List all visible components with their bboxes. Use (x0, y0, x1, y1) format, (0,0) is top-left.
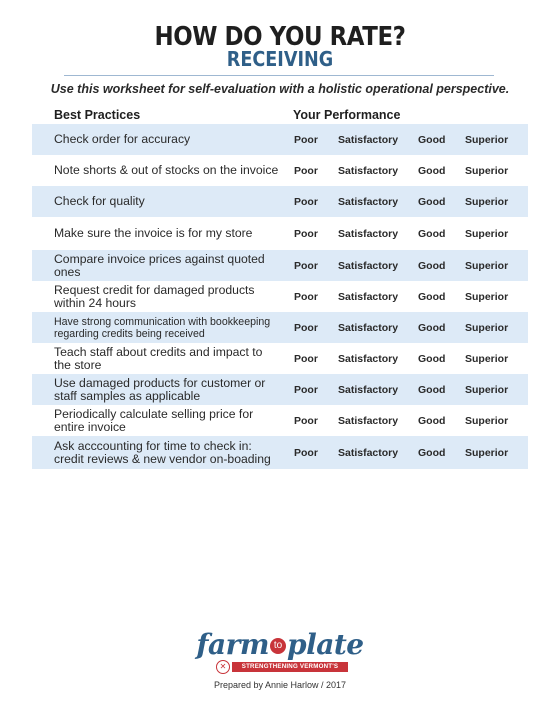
rating-poor[interactable]: Poor (294, 290, 318, 303)
intro-text: Use this worksheet for self-evaluation with a holistic operational perspective. (50, 82, 510, 96)
rating-good[interactable]: Good (418, 133, 446, 146)
practice-label: Make sure the invoice is for my store (54, 226, 253, 240)
practice-label: Ask acccounting for time to check in: credit reviews & new vendor on-boading (54, 438, 271, 466)
practice-label: Check for quality (54, 194, 145, 208)
practice-label: Note shorts & out of stocks on the invoice (54, 163, 279, 177)
table-row (32, 250, 528, 281)
practice-label: Have strong communication with bookkeeping regarding credits being received (54, 315, 271, 340)
rating-satisfactory[interactable]: Satisfactory (338, 383, 399, 396)
practice-label: Compare invoice prices against quoted ones (54, 251, 265, 279)
table-row (32, 374, 528, 405)
rating-good[interactable]: Good (418, 321, 446, 334)
rating-poor[interactable]: Poor (294, 227, 318, 240)
page-title: HOW DO YOU RATE? (154, 22, 406, 52)
rating-table (32, 124, 528, 469)
rating-satisfactory[interactable]: Satisfactory (338, 290, 399, 303)
rating-satisfactory[interactable]: Satisfactory (338, 164, 399, 177)
rating-superior[interactable]: Superior (465, 133, 509, 146)
table-row (32, 124, 528, 155)
farm-to-plate-logo (0, 628, 560, 661)
rating-poor[interactable]: Poor (294, 164, 318, 177)
prepared-by: Prepared by Annie Harlow / 2017 (213, 680, 347, 690)
rating-poor[interactable]: Poor (294, 259, 318, 272)
table-row (32, 155, 528, 186)
rating-poor[interactable]: Poor (294, 414, 318, 427)
practice-label: Periodically calculate selling price for entire invoice (54, 406, 254, 434)
rating-good[interactable]: Good (418, 259, 446, 272)
rating-superior[interactable]: Superior (465, 321, 509, 334)
rating-poor[interactable]: Poor (294, 195, 318, 208)
rating-satisfactory[interactable]: Satisfactory (338, 195, 399, 208)
rating-satisfactory[interactable]: Satisfactory (338, 227, 399, 240)
rating-superior[interactable]: Superior (465, 290, 509, 303)
rating-poor[interactable]: Poor (294, 133, 318, 146)
rating-good[interactable]: Good (418, 227, 446, 240)
practice-label: Check order for accuracy (54, 132, 191, 146)
rating-poor[interactable]: Poor (294, 352, 318, 365)
table-row (32, 405, 528, 436)
practice-label: Use damaged products for customer or staff samples as applicable (54, 375, 266, 403)
rating-good[interactable]: Good (418, 446, 446, 459)
table-row (32, 436, 528, 469)
rating-satisfactory[interactable]: Satisfactory (338, 414, 399, 427)
rating-good[interactable]: Good (418, 414, 446, 427)
rating-poor[interactable]: Poor (294, 446, 318, 459)
table-row (32, 343, 528, 374)
logo-to: to (270, 638, 286, 654)
rating-satisfactory[interactable]: Satisfactory (338, 352, 399, 365)
rating-satisfactory[interactable]: Satisfactory (338, 321, 399, 334)
table-row (32, 312, 528, 343)
column-header-practices: Best Practices (54, 108, 141, 122)
fork-knife-icon: ✕ (216, 660, 230, 674)
logo-plate: plate (286, 628, 364, 661)
rating-good[interactable]: Good (418, 195, 446, 208)
rating-superior[interactable]: Superior (465, 383, 509, 396)
page-subtitle: RECEIVING (226, 47, 334, 71)
rating-good[interactable]: Good (418, 383, 446, 396)
rating-superior[interactable]: Superior (465, 164, 509, 177)
rating-poor[interactable]: Poor (294, 321, 318, 334)
table-row (32, 217, 528, 250)
rating-satisfactory[interactable]: Satisfactory (338, 133, 399, 146)
rating-good[interactable]: Good (418, 352, 446, 365)
rating-satisfactory[interactable]: Satisfactory (338, 259, 399, 272)
practice-label: Request credit for damaged products within 24 hours (54, 282, 255, 310)
divider (64, 75, 494, 76)
rating-superior[interactable]: Superior (465, 227, 509, 240)
logo-farm: farm (196, 628, 269, 661)
rating-good[interactable]: Good (418, 290, 446, 303)
column-header-performance: Your Performance (293, 108, 401, 122)
rating-poor[interactable]: Poor (294, 383, 318, 396)
practice-label: Teach staff about credits and impact to the store (54, 344, 263, 372)
table-row (32, 186, 528, 217)
rating-superior[interactable]: Superior (465, 259, 509, 272)
rating-superior[interactable]: Superior (465, 352, 509, 365)
logo-tagline: STRENGTHENING VERMONT'S FOOD SYSTEM (232, 662, 348, 672)
rating-superior[interactable]: Superior (465, 195, 509, 208)
rating-superior[interactable]: Superior (465, 446, 509, 459)
rating-satisfactory[interactable]: Satisfactory (338, 446, 399, 459)
rating-superior[interactable]: Superior (465, 414, 509, 427)
table-row (32, 281, 528, 312)
rating-good[interactable]: Good (418, 164, 446, 177)
